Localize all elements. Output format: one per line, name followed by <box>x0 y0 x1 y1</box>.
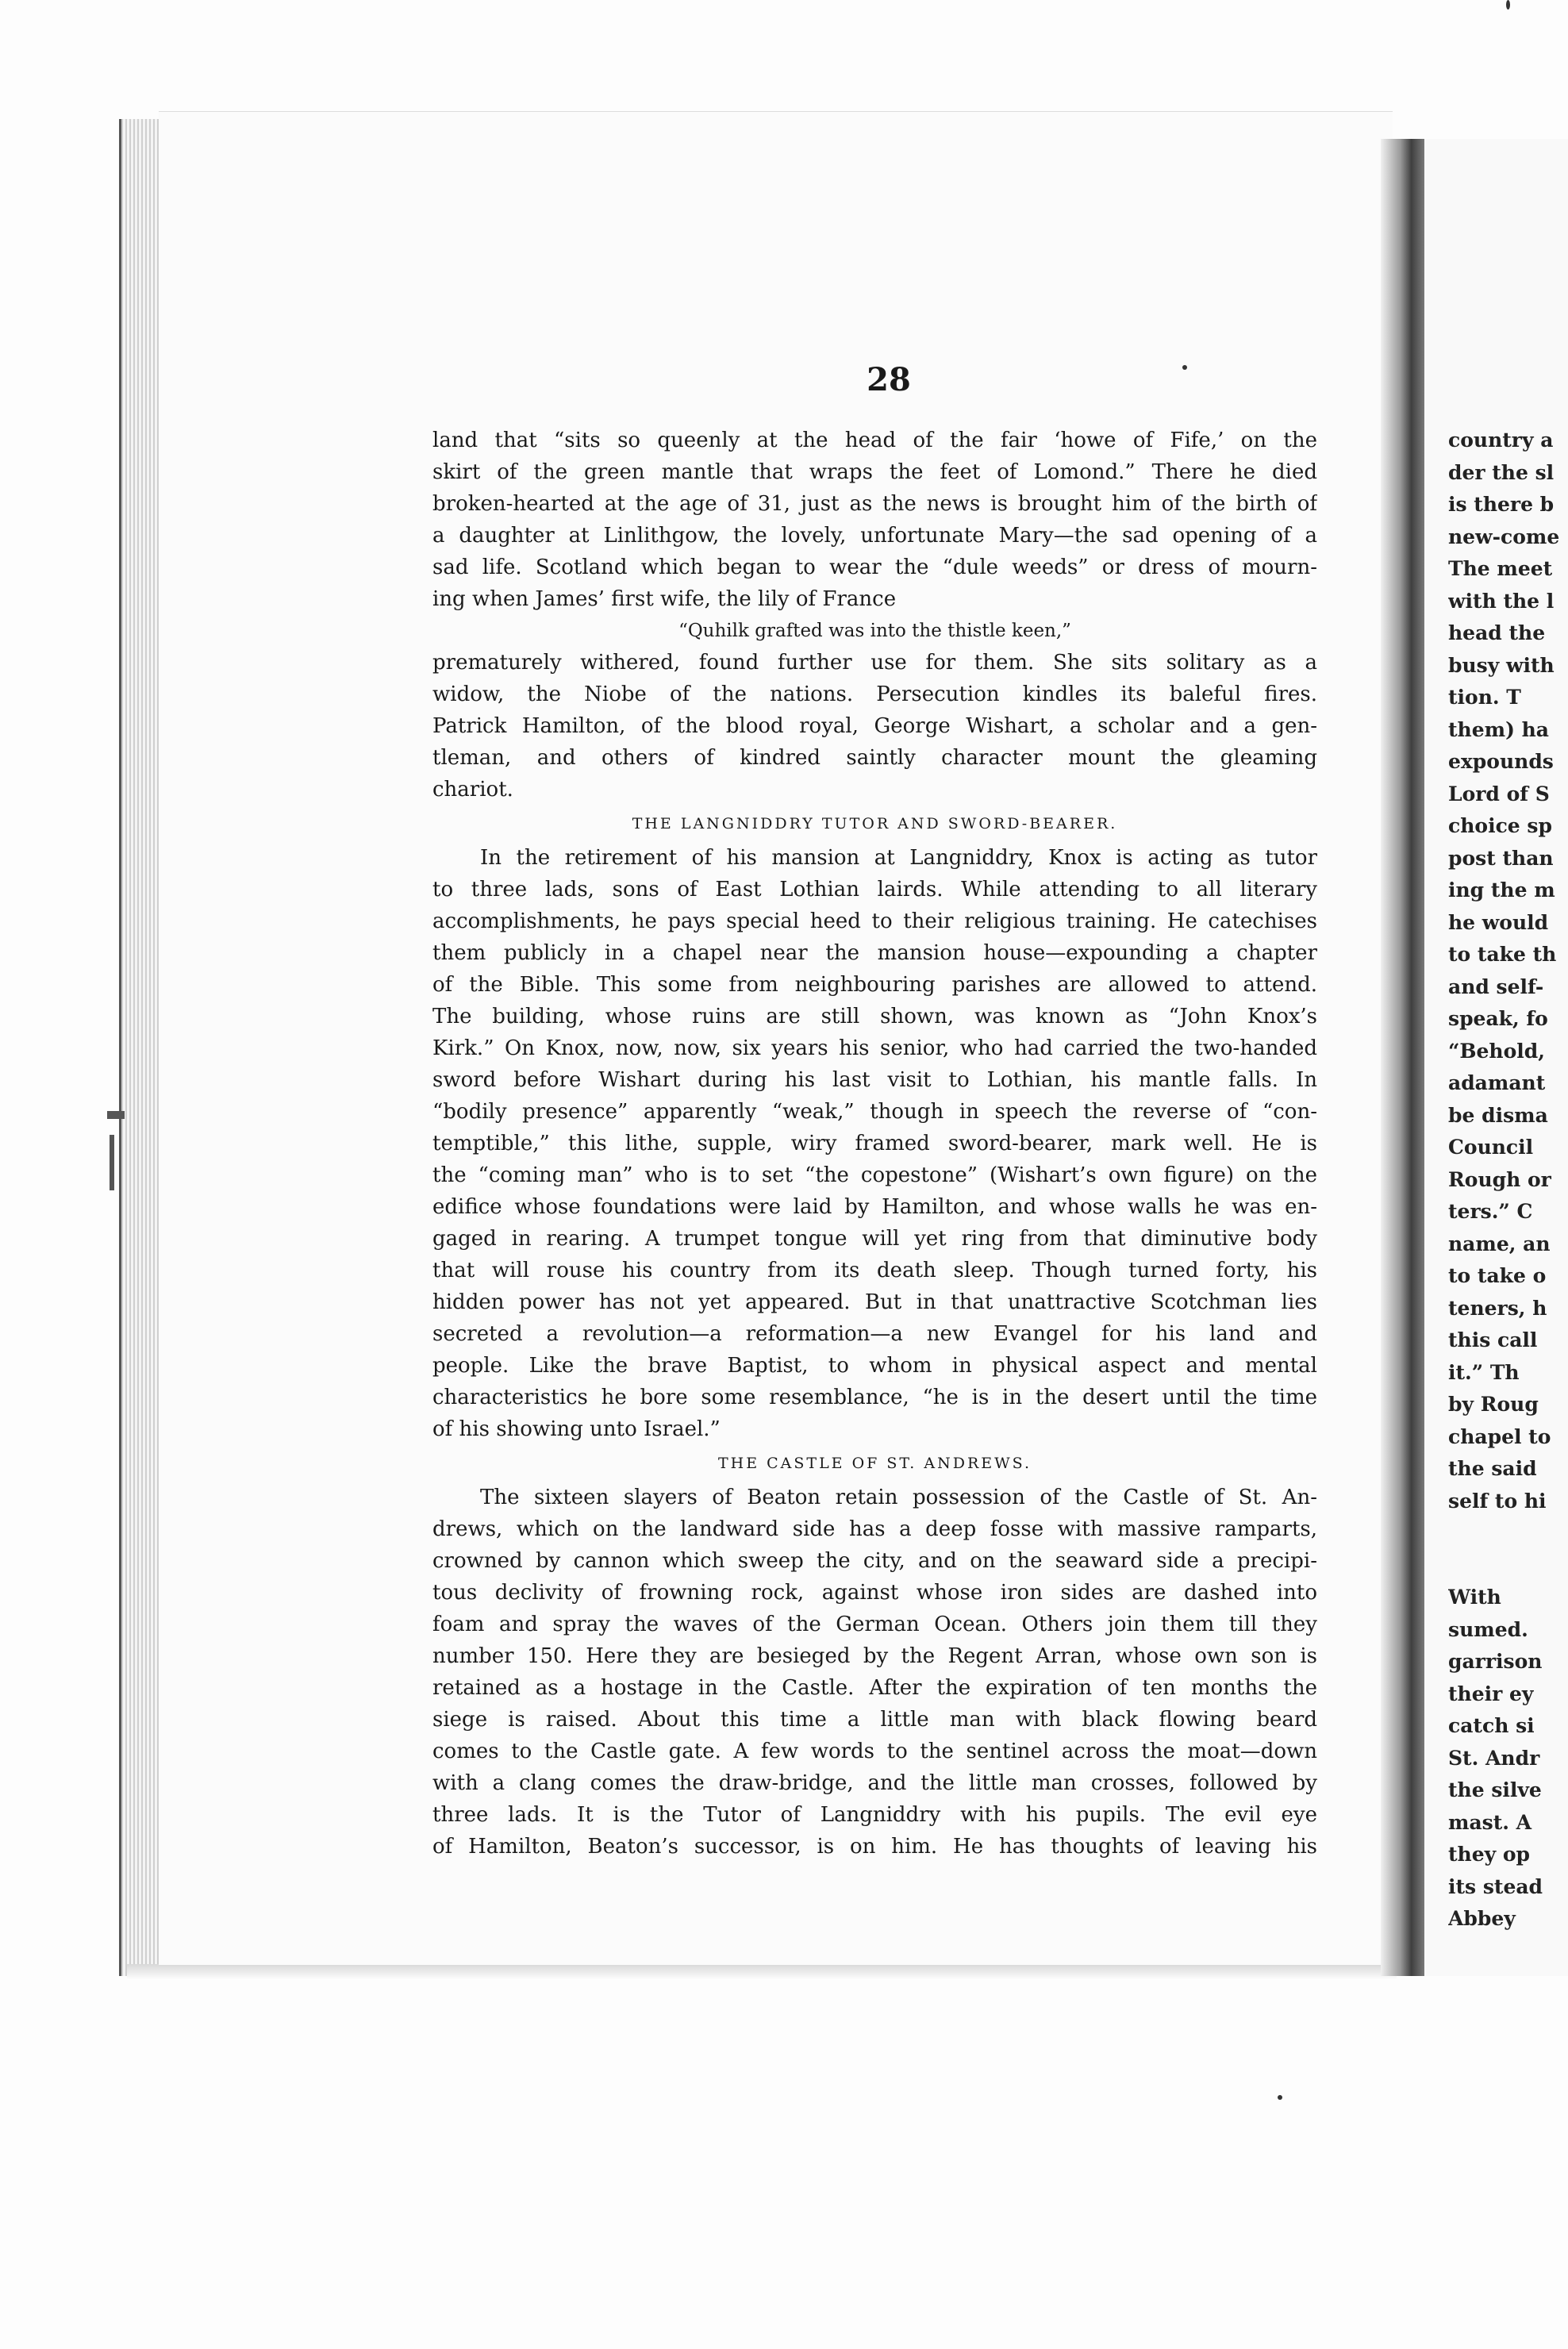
text-line: In the retirement of his mansion at Langniddry, Knox is acting as tutor <box>480 846 1317 870</box>
facing-page-line: is there b <box>1448 493 1555 516</box>
text-line: The sixteen slayers of Beaton retain possession of the Castle of St. An- <box>480 1486 1317 1509</box>
text-line: tous declivity of frowning rock, against whose iron sides are dashed into <box>432 1581 1317 1605</box>
speck <box>1278 2095 1282 2100</box>
facing-page-line: tion. T <box>1448 686 1521 709</box>
facing-page-line: this call <box>1448 1328 1538 1351</box>
text-line: retained as a hostage in the Castle. After the expiration of ten months the <box>432 1676 1317 1700</box>
text-line: Patrick Hamilton, of the blood royal, George Wishart, a scholar and a gen- <box>432 714 1317 738</box>
facing-page-line: ing the m <box>1448 878 1555 902</box>
facing-page-line: The meet <box>1448 557 1553 580</box>
facing-page-line: chapel to <box>1448 1424 1551 1448</box>
facing-page-line: Rough or <box>1448 1167 1551 1191</box>
facing-page-line: choice sp <box>1448 814 1552 837</box>
side-mark <box>110 1135 114 1190</box>
facing-page-line: expounds <box>1448 750 1554 773</box>
text-line: them publicly in a chapel near the mansion house—expounding a chapter <box>432 941 1317 965</box>
text-line: The building, whose ruins are still shown, was known as “John Knox’s <box>432 1005 1317 1028</box>
facing-page-line: speak, fo <box>1448 1007 1548 1030</box>
verse-quote: “Quhilk grafted was into the thistle keen,” <box>678 621 1071 641</box>
facing-page-line: post than <box>1448 846 1554 870</box>
facing-page-line <box>1448 1554 1568 1586</box>
facing-page-line <box>1448 1521 1568 1553</box>
section-heading-tutor: THE LANGNIDDRY TUTOR AND SWORD-BEARER. <box>632 815 1118 832</box>
page-number: 28 <box>867 361 911 398</box>
text-line: prematurely withered, found further use for them. She sits solitary as a <box>432 651 1317 675</box>
text-line: comes to the Castle gate. A few words to the sentinel across the moat—down <box>432 1740 1317 1763</box>
facing-page-line: St. Andr <box>1448 1746 1540 1770</box>
text-line: hidden power has not yet appeared. But in that unattractive Scotchman lies <box>432 1290 1317 1314</box>
book-page-edges <box>119 119 161 1976</box>
facing-page-line: sumed. <box>1448 1617 1528 1641</box>
facing-page-line: be disma <box>1448 1103 1548 1127</box>
text-line: chariot. <box>432 778 513 802</box>
text-line: accomplishments, he pays special heed to their religious training. He catechises <box>432 909 1317 933</box>
book-bottom-shadow <box>127 1964 1397 1980</box>
text-line: with a clang comes the draw-bridge, and the little man crosses, followed by <box>432 1771 1317 1795</box>
facing-page-line: and self- <box>1448 975 1544 998</box>
paragraph-tutor <box>432 842 1317 1445</box>
facing-page-line: its stead <box>1448 1874 1543 1898</box>
facing-page-line: head the <box>1448 621 1546 644</box>
speck <box>1506 0 1510 10</box>
text-line: number 150. Here they are besieged by the Regent Arran, whose own son is <box>432 1644 1317 1668</box>
facing-page-line: name, an <box>1448 1232 1551 1255</box>
facing-page-line: mast. A <box>1448 1810 1532 1834</box>
text-line: sword before Wishart during his last visit to Lothian, his mantle falls. In <box>432 1068 1317 1092</box>
text-line: people. Like the brave Baptist, to whom in physical aspect and mental <box>432 1354 1317 1378</box>
facing-page-line: country a <box>1448 429 1554 452</box>
facing-page-line: to take o <box>1448 1264 1547 1287</box>
side-mark <box>107 1111 125 1119</box>
speck <box>1182 365 1187 370</box>
facing-page-line: Abbey <box>1448 1907 1516 1930</box>
facing-page-line: Lord of S <box>1448 782 1550 805</box>
text-line: broken-hearted at the age of 31, just as the news is brought him of the birth of <box>432 492 1317 516</box>
facing-page-line: new-come <box>1448 525 1560 548</box>
facing-page-line: the silve <box>1448 1778 1542 1801</box>
text-line: that will rouse his country from its death sleep. Though turned forty, his <box>432 1259 1317 1282</box>
text-line: secreted a revolution—a reformation—a new Evangel for his land and <box>432 1322 1317 1346</box>
text-line: three lads. It is the Tutor of Langniddry with his pupils. The evil eye <box>432 1803 1317 1827</box>
text-line: land that “sits so queenly at the head of the fair ‘howe of Fife,’ on the <box>432 429 1317 452</box>
facing-page-line: the said <box>1448 1457 1537 1480</box>
text-line: Kirk.” On Knox, now, now, six years his senior, who had carried the two-handed <box>432 1036 1317 1060</box>
paragraph-opening <box>432 425 1317 615</box>
text-line: drews, which on the landward side has a deep fosse with massive ramparts, <box>432 1517 1317 1541</box>
text-line: of the Bible. This some from neighbouring parishes are allowed to attend. <box>432 973 1317 997</box>
facing-page-line: garrison <box>1448 1650 1543 1673</box>
text-line: widow, the Niobe of the nations. Persecution kindles its baleful fires. <box>432 682 1317 706</box>
facing-page-line: they op <box>1448 1843 1531 1866</box>
paragraph-castle <box>432 1482 1317 1863</box>
facing-page-line: them) ha <box>1448 717 1549 741</box>
text-line: of his showing unto Israel.” <box>432 1417 721 1441</box>
facing-page-line: adamant <box>1448 1071 1546 1094</box>
facing-page-line: catch si <box>1448 1714 1535 1737</box>
text-line: skirt of the green mantle that wraps the feet of Lomond.” There he died <box>432 460 1317 484</box>
facing-page-line: it.” Th <box>1448 1360 1520 1384</box>
text-line: the “coming man” who is to set “the copestone” (Wishart’s own figure) on the <box>432 1163 1317 1187</box>
facing-page-line: with the l <box>1448 589 1555 613</box>
text-line: of Hamilton, Beaton’s successor, is on him. He has thoughts of leaving his <box>432 1835 1317 1859</box>
facing-page-line: Council <box>1448 1136 1534 1159</box>
text-line: temptible,” this lithe, supple, wiry framed sword-bearer, mark well. He is <box>432 1132 1317 1155</box>
facing-page-line: busy with <box>1448 653 1555 677</box>
facing-page-line: teners, h <box>1448 1296 1547 1320</box>
facing-page-line: self to hi <box>1448 1489 1547 1513</box>
text-line: a daughter at Linlithgow, the lovely, unfortunate Mary—the sad opening of a <box>432 524 1317 548</box>
text-line: characteristics he bore some resemblance, “he is in the desert until the time <box>432 1386 1317 1409</box>
text-line: sad life. Scotland which began to wear the “dule weeds” or dress of mourn- <box>432 556 1317 579</box>
text-line: tleman, and others of kindred saintly character mount the gleaming <box>432 746 1317 770</box>
text-line: siege is raised. About this time a little man with black flowing beard <box>432 1708 1317 1732</box>
text-line: foam and spray the waves of the German Ocean. Others join them till they <box>432 1613 1317 1636</box>
facing-page <box>1424 139 1568 1976</box>
text-line: “bodily presence” apparently “weak,” though in speech the reverse of “con- <box>432 1100 1317 1124</box>
text-line: ing when James’ first wife, the lily of France <box>432 587 897 611</box>
section-heading-castle: THE CASTLE OF ST. ANDREWS. <box>717 1455 1032 1472</box>
text-line: crowned by cannon which sweep the city, and on the seaward side a precipi- <box>432 1549 1317 1573</box>
facing-page-line: der the sl <box>1448 460 1555 484</box>
text-line: edifice whose foundations were laid by Hamilton, and whose walls he was en- <box>432 1195 1317 1219</box>
facing-page-line: With <box>1448 1586 1501 1609</box>
text-line: to three lads, sons of East Lothian lairds. While attending to all literary <box>432 878 1317 902</box>
facing-page-line: by Roug <box>1448 1393 1539 1416</box>
book-gutter <box>1381 139 1424 1976</box>
main-text <box>432 425 1317 1863</box>
text-line: gaged in rearing. A trumpet tongue will yet ring from that diminutive body <box>432 1227 1317 1251</box>
facing-page-line: he would <box>1448 910 1549 934</box>
facing-page-line: “Behold, <box>1448 1039 1545 1063</box>
facing-page-line: their ey <box>1448 1682 1534 1705</box>
facing-page-line: to take th <box>1448 943 1557 966</box>
paragraph-continuation <box>432 647 1317 805</box>
facing-page-line: ters.” C <box>1448 1200 1533 1223</box>
